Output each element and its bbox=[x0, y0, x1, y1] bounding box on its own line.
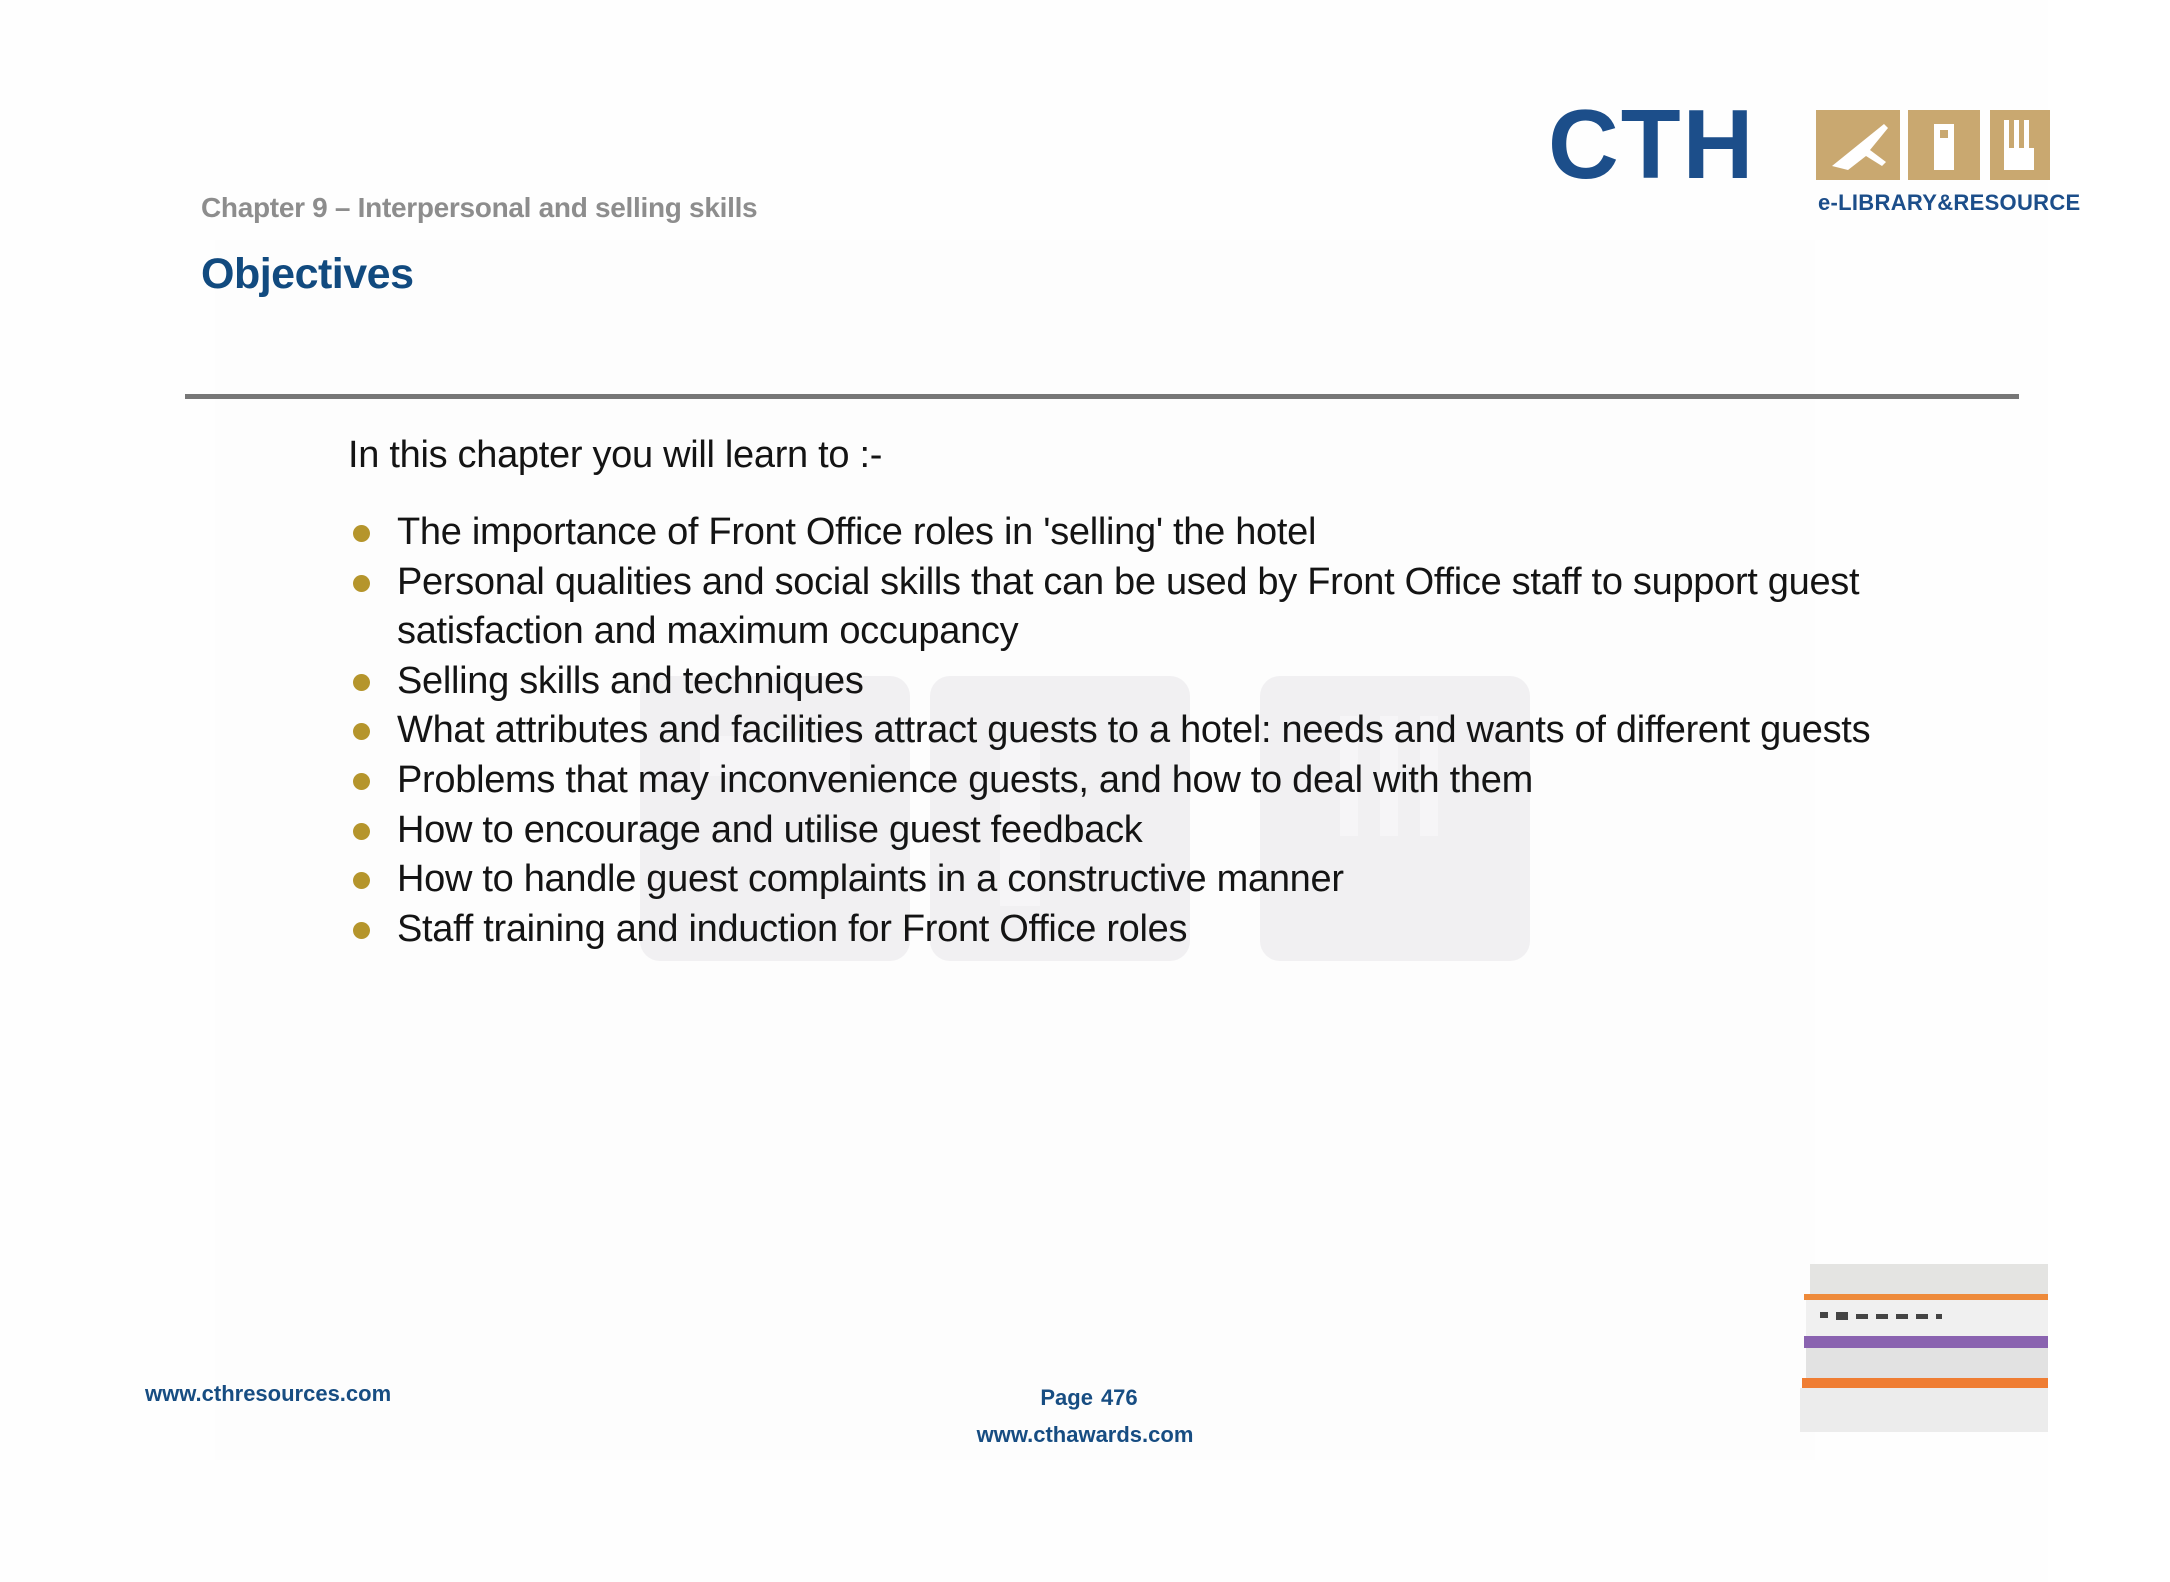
logo-subtitle: e-LIBRARY&RESOURCE bbox=[1818, 190, 2081, 215]
list-item-text: Problems that may inconvenience guests, and how to deal with them bbox=[397, 758, 1533, 801]
list-item-text: How to encourage and utilise guest feedback bbox=[397, 808, 1143, 851]
page-label: Page bbox=[1040, 1385, 1093, 1410]
plane-icon bbox=[1816, 110, 1900, 180]
list-item bbox=[348, 706, 1968, 756]
list-item bbox=[348, 905, 1968, 955]
bullet-icon bbox=[353, 674, 370, 691]
chapter-heading: Chapter 9 – Interpersonal and selling skills bbox=[201, 192, 758, 223]
bullet-icon bbox=[353, 525, 370, 542]
fork-icon bbox=[1990, 110, 2050, 180]
list-item bbox=[348, 558, 1968, 657]
intro-text: In this chapter you will learn to :- bbox=[348, 434, 883, 476]
objectives-list bbox=[348, 508, 1968, 954]
header-divider bbox=[185, 394, 2019, 399]
page-number-value: 476 bbox=[1100, 1385, 1138, 1410]
bullet-icon bbox=[353, 723, 370, 740]
list-item bbox=[348, 806, 1968, 856]
list-item bbox=[348, 756, 1968, 806]
list-item-text: How to handle guest complaints in a constructive manner bbox=[397, 858, 1344, 901]
building-icon bbox=[1908, 110, 1980, 180]
bullet-icon bbox=[353, 922, 370, 939]
list-item-text: The importance of Front Office roles in 'selling' the hotel bbox=[397, 511, 1317, 553]
logo-mark: CTH bbox=[1548, 89, 1756, 199]
list-item bbox=[348, 855, 1968, 905]
list-item-text: What attributes and facilities attract guests to a hotel: needs and wants of different guests bbox=[397, 709, 1871, 752]
list-item bbox=[348, 508, 1968, 558]
list-item-text: Personal qualities and social skills that can be used by Front Office staff to support guest satisfaction and maximum occupancy bbox=[397, 560, 1860, 653]
page-title: Objectives bbox=[201, 250, 414, 298]
footer-resources-link[interactable]: www.cthresources.com bbox=[145, 1381, 392, 1406]
bullet-icon bbox=[353, 773, 370, 790]
footer-awards-link[interactable]: www.cthawards.com bbox=[976, 1422, 1194, 1447]
bullet-icon bbox=[353, 575, 370, 592]
list-item-text: Staff training and induction for Front Office roles bbox=[397, 907, 1188, 950]
book-stack-icon bbox=[1800, 1262, 2048, 1432]
list-item bbox=[348, 657, 1968, 707]
bullet-icon bbox=[353, 823, 370, 840]
list-item-text: Selling skills and techniques bbox=[397, 659, 864, 702]
bullet-icon bbox=[353, 872, 370, 889]
